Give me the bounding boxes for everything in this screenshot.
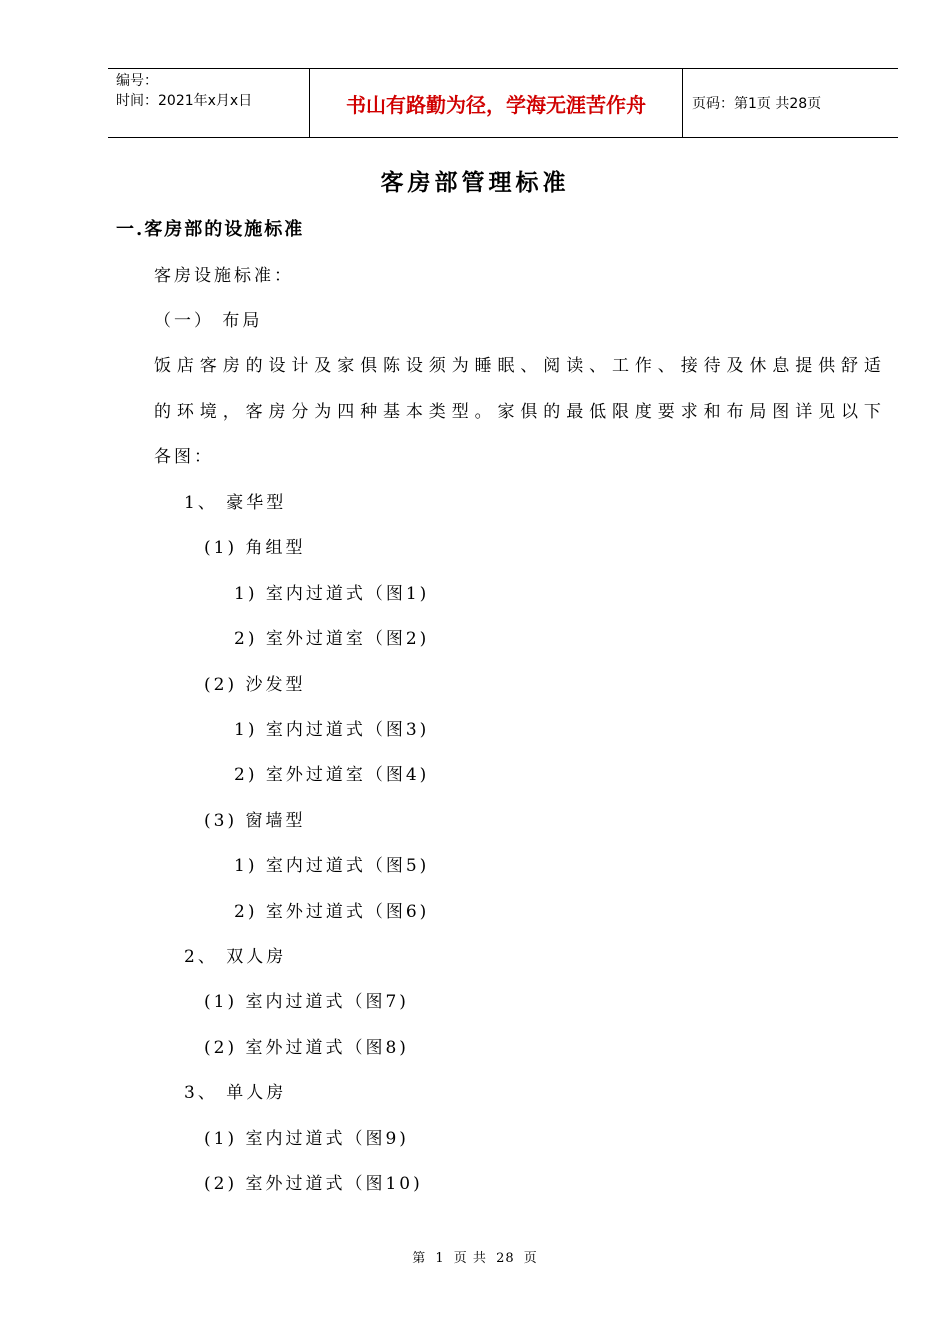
- paragraph-line: 饭店客房的设计及家俱陈设须为睡眠、阅读、工作、接待及休息提供舒适: [154, 356, 887, 376]
- footer-page-number: 1: [435, 1251, 445, 1266]
- outline-item: (3) 窗墙型: [204, 811, 306, 831]
- header-table: [108, 68, 898, 138]
- page-footer: [0, 1247, 950, 1266]
- outline-item: (2) 沙发型: [204, 675, 306, 695]
- outline-item: 1) 室内过道式（图3): [234, 720, 430, 740]
- outline-item: (2) 室外过道式（图10): [204, 1174, 423, 1194]
- footer-total-pages: 28: [496, 1251, 515, 1266]
- outline-item: 2) 室外过道室（图4): [234, 765, 430, 785]
- subheading: 客房设施标准：: [154, 266, 294, 286]
- date-line: 时间：2021年x月x日: [116, 93, 253, 109]
- outline-item: (1) 室内过道式（图9): [204, 1129, 409, 1149]
- footer-label: 页: [523, 1251, 538, 1266]
- outline-item: 1、 豪华型: [184, 493, 287, 513]
- number-label: 编号：: [116, 73, 158, 89]
- section-heading: 一.客房部的设施标准: [116, 219, 305, 240]
- outline-item: 1) 室内过道式（图1): [234, 584, 430, 604]
- paragraph-line: 各图：: [154, 447, 214, 467]
- part-heading: （一） 布局: [154, 311, 263, 331]
- footer-label: 页 共: [453, 1251, 487, 1266]
- outline-item: 2) 室外过道式（图6): [234, 902, 430, 922]
- outline-item: 1) 室内过道式（图5): [234, 856, 430, 876]
- header-left-cell: [108, 69, 308, 137]
- document-title: 客房部管理标准: [380, 169, 570, 196]
- outline-item: 3、 单人房: [184, 1083, 287, 1103]
- outline-item: 2) 室外过道室（图2): [234, 629, 430, 649]
- page-info: 页码：第1页 共28页: [692, 96, 822, 112]
- outline-item: (1) 角组型: [204, 538, 306, 558]
- outline-item: (2) 室外过道式（图8): [204, 1038, 409, 1058]
- motto: 书山有路勤为径，学海无涯苦作舟: [309, 69, 683, 137]
- outline-item: 2、 双人房: [184, 947, 287, 967]
- outline-item: (1) 室内过道式（图7): [204, 992, 409, 1012]
- footer-label: 第: [412, 1251, 427, 1266]
- paragraph-line: 的环境，客房分为四种基本类型。家俱的最低限度要求和布局图详见以下: [154, 402, 887, 422]
